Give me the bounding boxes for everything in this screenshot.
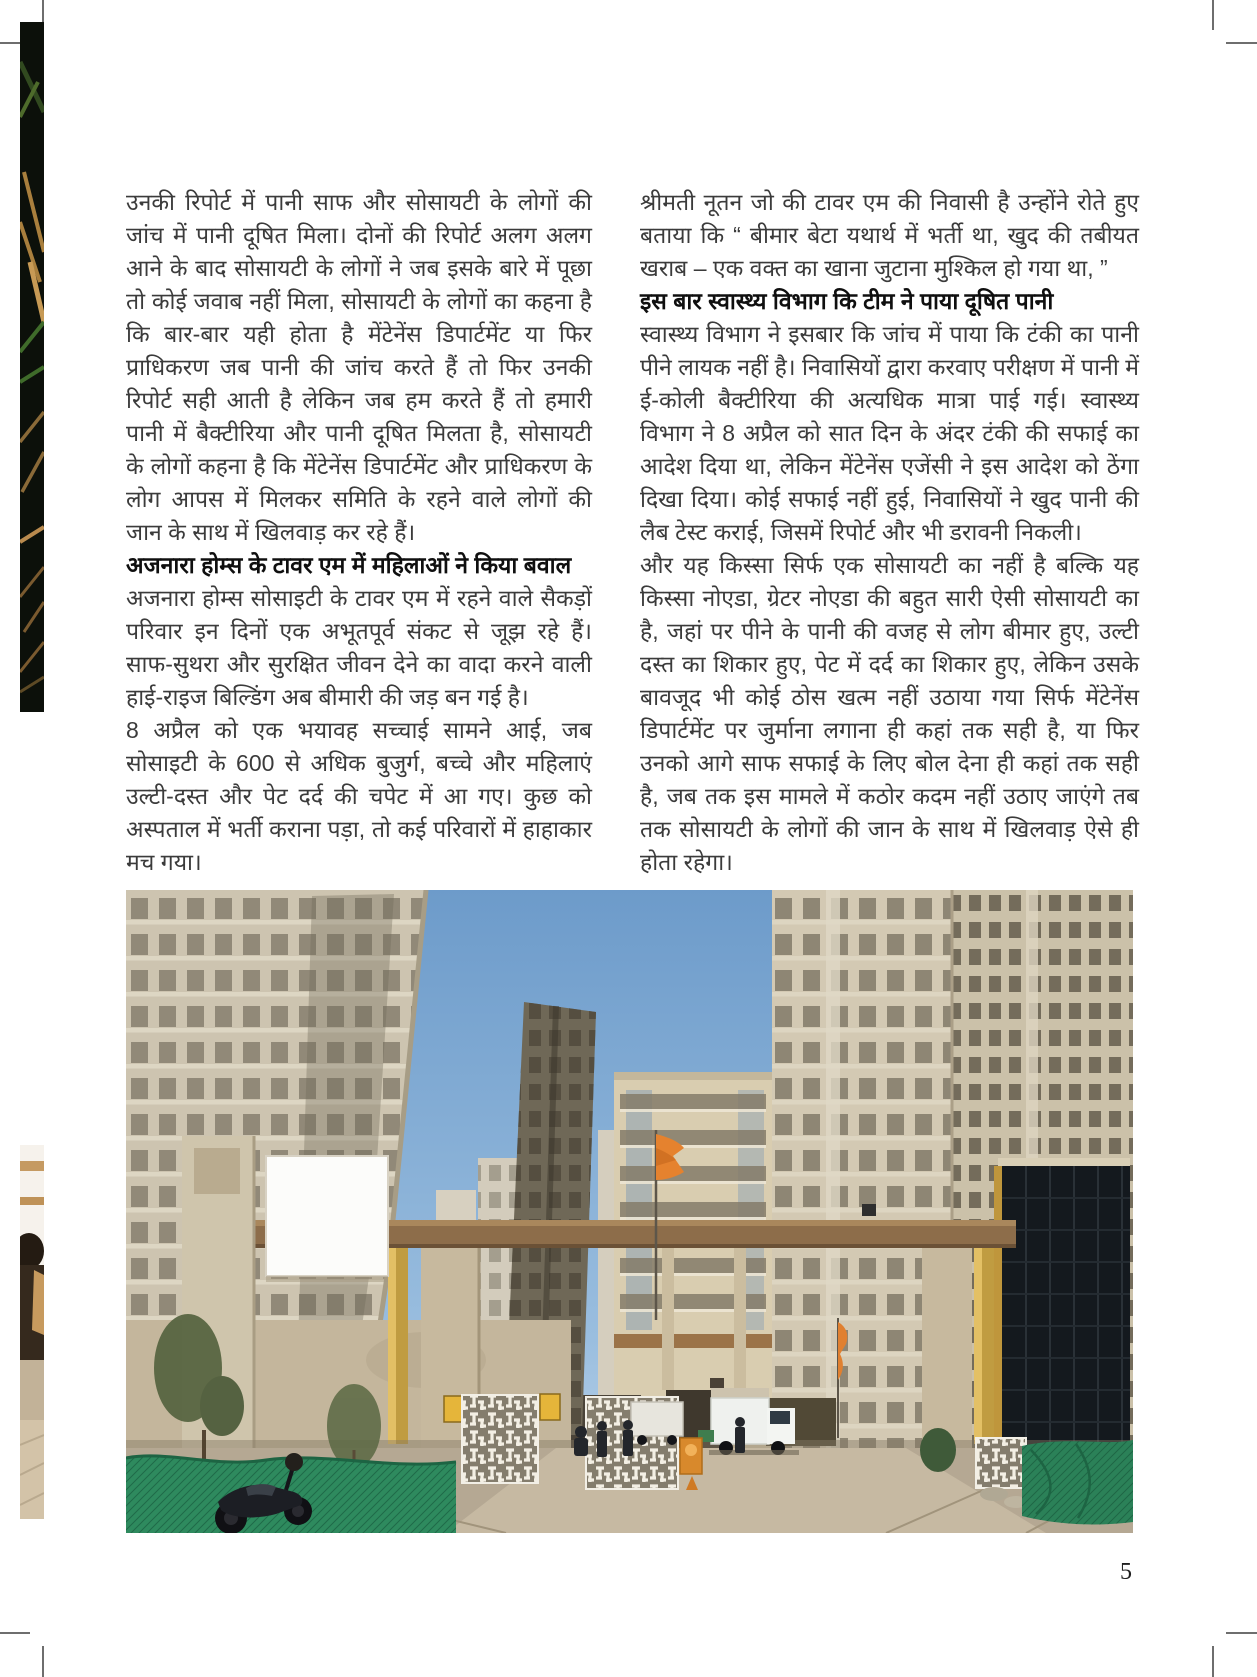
paragraph: अजनारा होम्स सोसाइटी के टावर एम में रहने वाले सैकड़ों परिवार इन दिनों एक अभूतपूर्व संकट से जूझ रहे हैं। साफ-सुथरा और सुरक्षित जीवन देने का वादा करने वाली हाई-राइज बिल्डिंग अब बीमारी की जड़ बन गई है।: [126, 585, 592, 710]
glass-building: [994, 1158, 1130, 1452]
society-entrance-photo: [126, 890, 1133, 1533]
section-heading: इस बार स्वास्थ्य विभाग कि टीम ने पाया दूषित पानी: [640, 288, 1054, 314]
lattice-gate-right: [976, 1438, 1028, 1508]
crop-mark-top-right-horizontal: [1226, 42, 1257, 44]
paragraph: श्रीमती नूतन जो की टावर एम की निवासी है उन्होंने रोते हुए बताया कि “ बीमार बेटा यथार्थ में भर्ती था, खुद की तबीयत खराब – एक वक्त का खाना जुटाना मुश्किल हो गया था, ”: [640, 189, 1139, 281]
blank-billboard: [266, 1156, 388, 1282]
left-text-column: [126, 186, 592, 879]
paragraph: 8 अप्रैल को एक भयावह सच्चाई सामने आई, जब सोसाइटी के 600 से अधिक बुजुर्ग, बच्चे और महिलाएं उल्टी-दस्त और पेट दर्द की चपेट में आ गए। कुछ को अस्पताल में भर्ती कराना पड़ा, तो कई परिवारों में हाहाकार मच गया।: [126, 717, 592, 875]
page-number: 5: [1120, 1559, 1132, 1585]
right-text-column: [640, 186, 1139, 879]
paragraph: और यह किस्सा सिर्फ एक सोसायटी का नहीं है बल्कि यह किस्सा नोएडा, ग्रेटर नोएडा की बहुत सारी ऐसी सोसायटी का है, जहां पर पीने के पानी की वजह से लोग बीमार हुए, उल्टी दस्त का शिकार हुए, पेट में दर्द का शिकार हुए, लेकिन उसके बावजूद भी कोई ठोस खत्म नहीं उठाया गया सिर्फ मेंटेनेंस डिपार्टमेंट पर जुर्माना लगाना ही कहां तक सही है, या फिर उनको आगे साफ सफाई के लिए बोल देना ही कहां तक सही है, जब तक इस मामले में कठोर कदम नहीं उठाए जाएंगे तब तक सोसायटी के लोगों की जान के साथ में खिलवाड़ ऐसे ही होता रहेगा।: [640, 552, 1139, 875]
paragraph: स्वास्थ्य विभाग ने इसबार कि जांच में पाया कि टंकी का पानी पीने लायक नहीं है। निवासियों द्वारा करवाए परीक्षण में पानी में ई-कोली बैक्टीरिया की अत्यधिक मात्रा पाई गई। स्वास्थ्य विभाग ने 8 अप्रैल को सात दिन के अंदर टंकी की सफाई का आदेश दिया था, लेकिन मेंटेनेंस एजेंसी ने इस आदेश को ठेंगा दिखा दिया। कोई सफाई नहीं हुई, निवासियों ने खुद पानी की लैब टेस्ट कराई, जिसमें रिपोर्ट और भी डरावनी निकली।: [640, 321, 1139, 545]
section-heading: अजनारा होम्स के टावर एम में महिलाओं ने किया बवाल: [126, 552, 572, 578]
edge-bleed-foliage-image: [20, 22, 44, 712]
edge-bleed-person-image: [20, 1145, 44, 1519]
paragraph: उनकी रिपोर्ट में पानी साफ और सोसायटी के लोगों की जांच में पानी दूषित मिला। दोनों की रिपोर्ट अलग अलग आने के बाद सोसायटी के लोगों ने जब इसके बारे में पूछा तो कोई जवाब नहीं मिला, सोसायटी के लोगों का कहना है कि बार-बार यही होता है मेंटेनेंस डिपार्टमेंट या फिर प्राधिकरण जब पानी की जांच करते हैं तो फिर उनकी रिपोर्ट सही आती है लेकिन जब हम करते हैं तो हमारी पानी में बैक्टीरिया और पानी दूषित मिलता है, सोसायटी के लोगों कहना है कि मेंटेनेंस डिपार्टमेंट और प्राधिकरण के लोग आपस में मिलकर समिति के रहने वाले लोगों की जान के साथ में खिलवाड़ कर रहे हैं।: [126, 189, 592, 545]
crop-mark-bottom-right-vertical: [1212, 1646, 1214, 1677]
bush: [920, 1428, 956, 1472]
crop-mark-bottom-left-vertical: [42, 1646, 44, 1677]
crop-mark-top-right-vertical: [1212, 0, 1214, 30]
green-net-right: [1022, 1440, 1133, 1524]
crop-mark-bottom-left-horizontal: [0, 1632, 30, 1634]
crop-mark-bottom-right-horizontal: [1226, 1632, 1257, 1634]
